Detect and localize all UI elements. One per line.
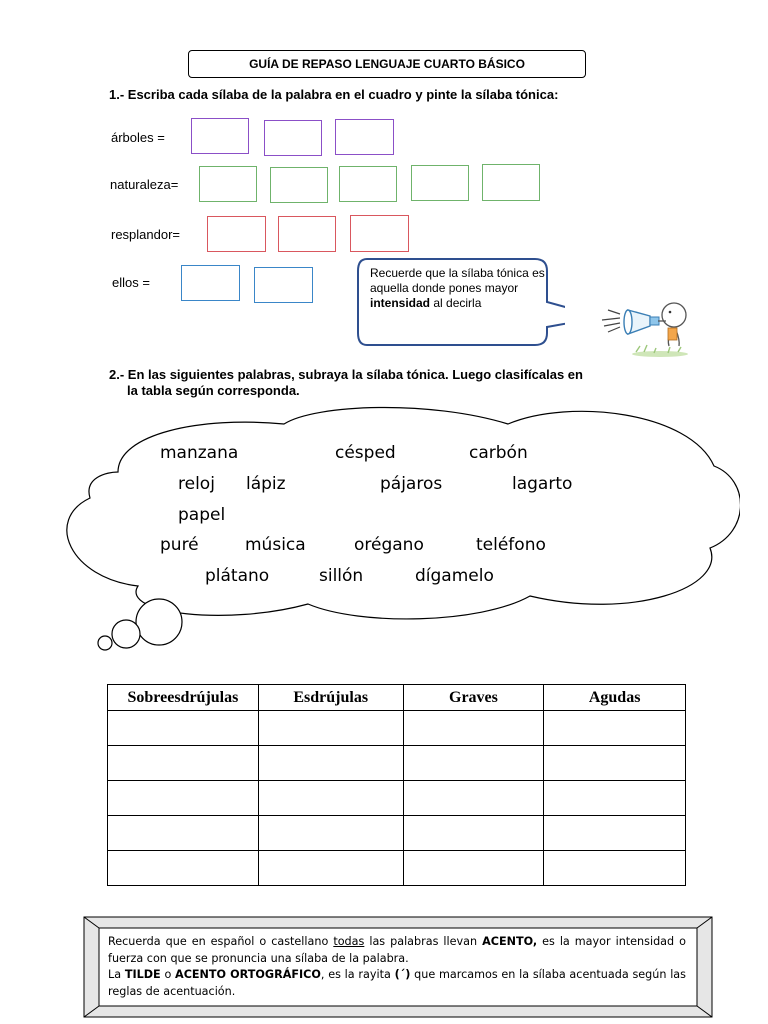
syllable-box[interactable]	[339, 166, 397, 202]
table-row	[108, 851, 686, 886]
table-row	[108, 711, 686, 746]
syllable-box[interactable]	[207, 216, 266, 252]
syllable-box[interactable]	[264, 120, 322, 156]
table-cell[interactable]	[108, 851, 259, 886]
syllable-box[interactable]	[199, 166, 257, 202]
table-cell[interactable]	[258, 851, 403, 886]
table-cell[interactable]	[403, 711, 544, 746]
table-cell[interactable]	[108, 816, 259, 851]
cloud-word: pájaros	[380, 474, 443, 494]
table-cell[interactable]	[544, 781, 686, 816]
page-title: GUÍA DE REPASO LENGUAJE CUARTO BÁSICO	[188, 50, 586, 78]
syllable-box[interactable]	[335, 119, 394, 155]
table-cell[interactable]	[544, 851, 686, 886]
table-cell[interactable]	[544, 746, 686, 781]
table-cell[interactable]	[403, 781, 544, 816]
word-resplandor: resplandor=	[111, 227, 181, 242]
table-cell[interactable]	[258, 781, 403, 816]
table-cell[interactable]	[258, 711, 403, 746]
syllable-box[interactable]	[270, 167, 328, 203]
table-cell[interactable]	[258, 746, 403, 781]
header-sobreesdrujulas: Sobreesdrújulas	[108, 685, 259, 711]
cloud-word: carbón	[469, 443, 528, 463]
table-cell[interactable]	[258, 816, 403, 851]
cloud-word: plátano	[205, 566, 270, 586]
table-cell[interactable]	[108, 711, 259, 746]
table-row	[108, 746, 686, 781]
cloud-word: papel	[178, 505, 226, 525]
header-esdrujulas: Esdrújulas	[258, 685, 403, 711]
cloud-word: césped	[335, 443, 396, 463]
cloud-word: lagarto	[512, 474, 573, 494]
table-row	[108, 816, 686, 851]
cloud-word: dígamelo	[415, 566, 494, 586]
syllable-box[interactable]	[278, 216, 336, 252]
table-cell[interactable]	[403, 746, 544, 781]
cloud-word: lápiz	[246, 474, 286, 494]
word-naturaleza: naturaleza=	[110, 177, 179, 192]
accent-note: Recuerda que en español o castellano todas las palabras llevan ACENTO, es la mayor intensidad o fuerza con que se pronuncia una sílaba de la palabra. La TILDE o ACENTO ORTOGRÁFICO, es la rayita (´) que marcamos en la sílaba acentuada según las reglas de acentuación.	[108, 935, 686, 998]
table-row	[108, 781, 686, 816]
megaphone-character-icon	[598, 292, 690, 358]
cloud-word: manzana	[160, 443, 239, 463]
cloud-word: música	[245, 535, 306, 555]
header-agudas: Agudas	[544, 685, 686, 711]
table-cell[interactable]	[403, 816, 544, 851]
thought-cloud	[50, 400, 740, 652]
syllable-box[interactable]	[254, 267, 313, 303]
classification-table	[107, 684, 686, 886]
syllable-box[interactable]	[411, 165, 469, 201]
table-header-row	[108, 685, 686, 711]
instruction-1: 1.- Escriba cada sílaba de la palabra en el cuadro y pinte la sílaba tónica:	[109, 87, 559, 102]
table-cell[interactable]	[403, 851, 544, 886]
cloud-word: teléfono	[476, 535, 546, 555]
reminder-text: Recuerde que la sílaba tónica es aquella donde pones mayor intensidad al decirla	[370, 266, 545, 310]
header-graves: Graves	[403, 685, 544, 711]
instruction-2: 2.- En las siguientes palabras, subraya la sílaba tónica. Luego clasifícalas en la tabla según corresponda.	[109, 367, 583, 398]
table-cell[interactable]	[544, 711, 686, 746]
word-arboles: árboles =	[111, 130, 165, 145]
table-cell[interactable]	[108, 781, 259, 816]
syllable-box[interactable]	[191, 118, 249, 154]
cloud-word: orégano	[354, 535, 424, 555]
cloud-word: reloj	[178, 474, 215, 494]
syllable-box[interactable]	[350, 215, 409, 252]
cloud-word: sillón	[319, 566, 364, 586]
cloud-word: puré	[160, 535, 199, 555]
table-cell[interactable]	[108, 746, 259, 781]
syllable-box[interactable]	[482, 164, 540, 201]
table-cell[interactable]	[544, 816, 686, 851]
syllable-box[interactable]	[181, 265, 240, 301]
word-ellos: ellos =	[112, 275, 150, 290]
